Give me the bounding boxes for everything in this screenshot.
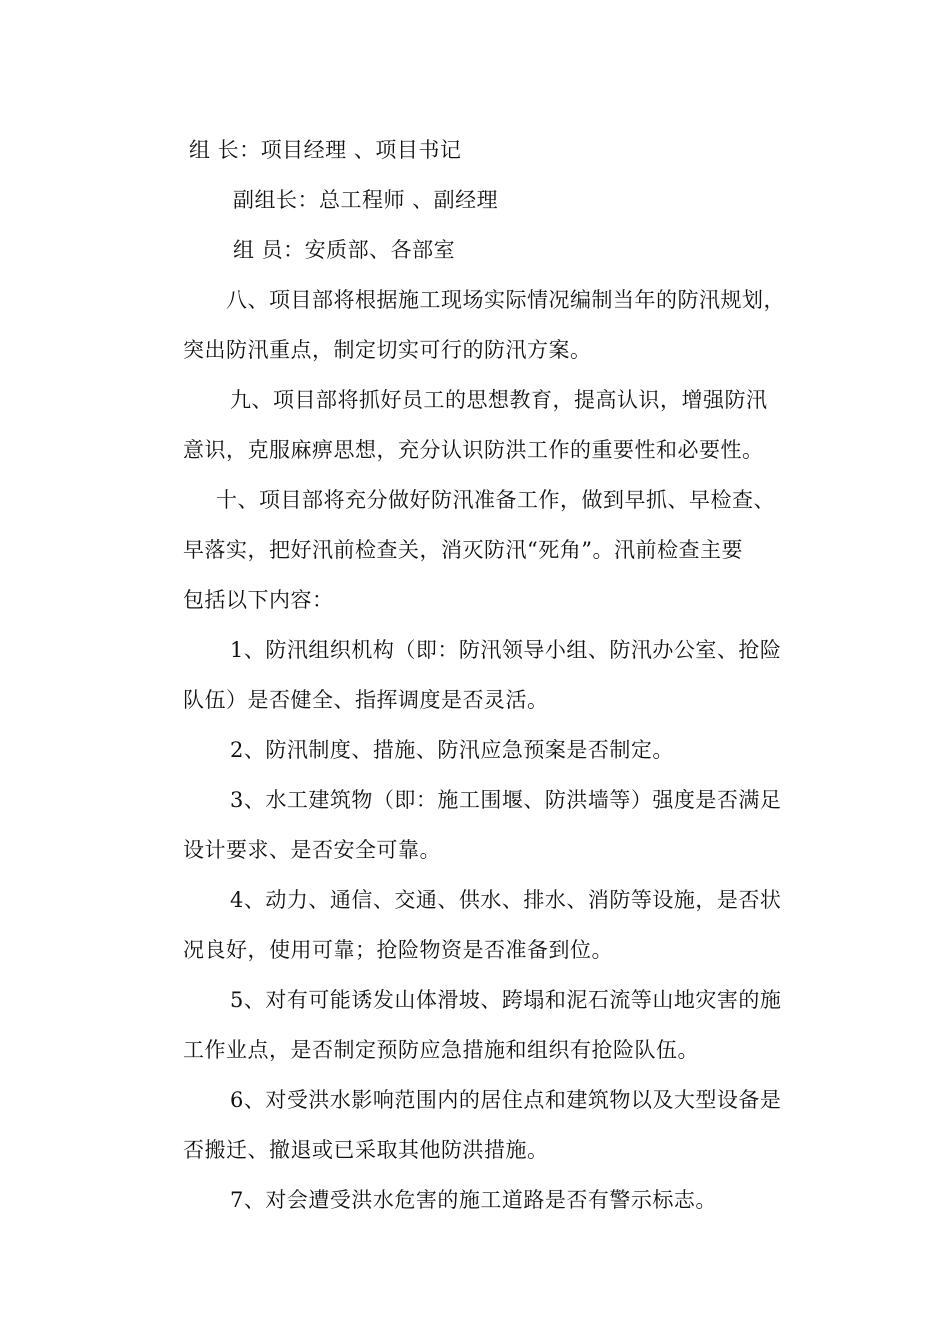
sub-item-2-line-1: 2、防汛制度、措施、防汛应急预案是否制定。 <box>230 738 674 762</box>
sub-item-1-line-2: 队伍）是否健全、指挥调度是否灵活。 <box>183 688 549 712</box>
team-leader-line: 组 长：项目经理 、项目书记 <box>189 138 462 162</box>
sub-item-4-line-1: 4、动力、通信、交通、供水、排水、消防等设施，是否状 <box>230 888 782 912</box>
sub-item-7-line-1: 7、对会遭受洪水危害的施工道路是否有警示标志。 <box>230 1188 717 1212</box>
sub-item-4-line-2: 况良好，使用可靠；抢险物资是否准备到位。 <box>183 938 613 962</box>
sub-item-6-line-1: 6、对受洪水影响范围内的居住点和建筑物以及大型设备是 <box>230 1088 782 1112</box>
item-ten-line-2: 早落实，把好汛前检查关，消灭防汛“死角”。汛前检查主要 <box>183 538 743 562</box>
team-member-line: 组 员：安质部、各部室 <box>233 238 456 262</box>
deputy-leader-line: 副组长：总工程师 、副经理 <box>233 188 499 212</box>
item-ten-line-3: 包括以下内容： <box>183 588 334 612</box>
sub-item-3-line-2: 设计要求、是否安全可靠。 <box>183 838 441 862</box>
sub-item-1-line-1: 1、防汛组织机构（即：防汛领导小组、防汛办公室、抢险 <box>230 638 782 662</box>
sub-item-5-line-1: 5、对有可能诱发山体滑坡、跨塌和泥石流等山地灾害的施 <box>230 988 782 1012</box>
sub-item-5-line-2: 工作业点，是否制定预防应急措施和组织有抢险队伍。 <box>183 1038 699 1062</box>
item-eight-line-1: 八、项目部将根据施工现场实际情况编制当年的防汛规划， <box>226 288 785 312</box>
sub-item-3-line-1: 3、水工建筑物（即：施工围堰、防洪墙等）强度是否满足 <box>230 788 782 812</box>
item-nine-line-1: 九、项目部将抓好员工的思想教育，提高认识，增强防汛 <box>230 388 768 412</box>
sub-item-6-line-2: 否搬迁、撤退或已采取其他防洪措施。 <box>183 1138 549 1162</box>
item-nine-line-2: 意识，克服麻痹思想，充分认识防洪工作的重要性和必要性。 <box>183 438 764 462</box>
item-ten-line-1: 十、项目部将充分做好防汛准备工作，做到早抓、早检查、 <box>216 488 775 512</box>
item-eight-line-2: 突出防汛重点，制定切实可行的防汛方案。 <box>183 338 592 362</box>
